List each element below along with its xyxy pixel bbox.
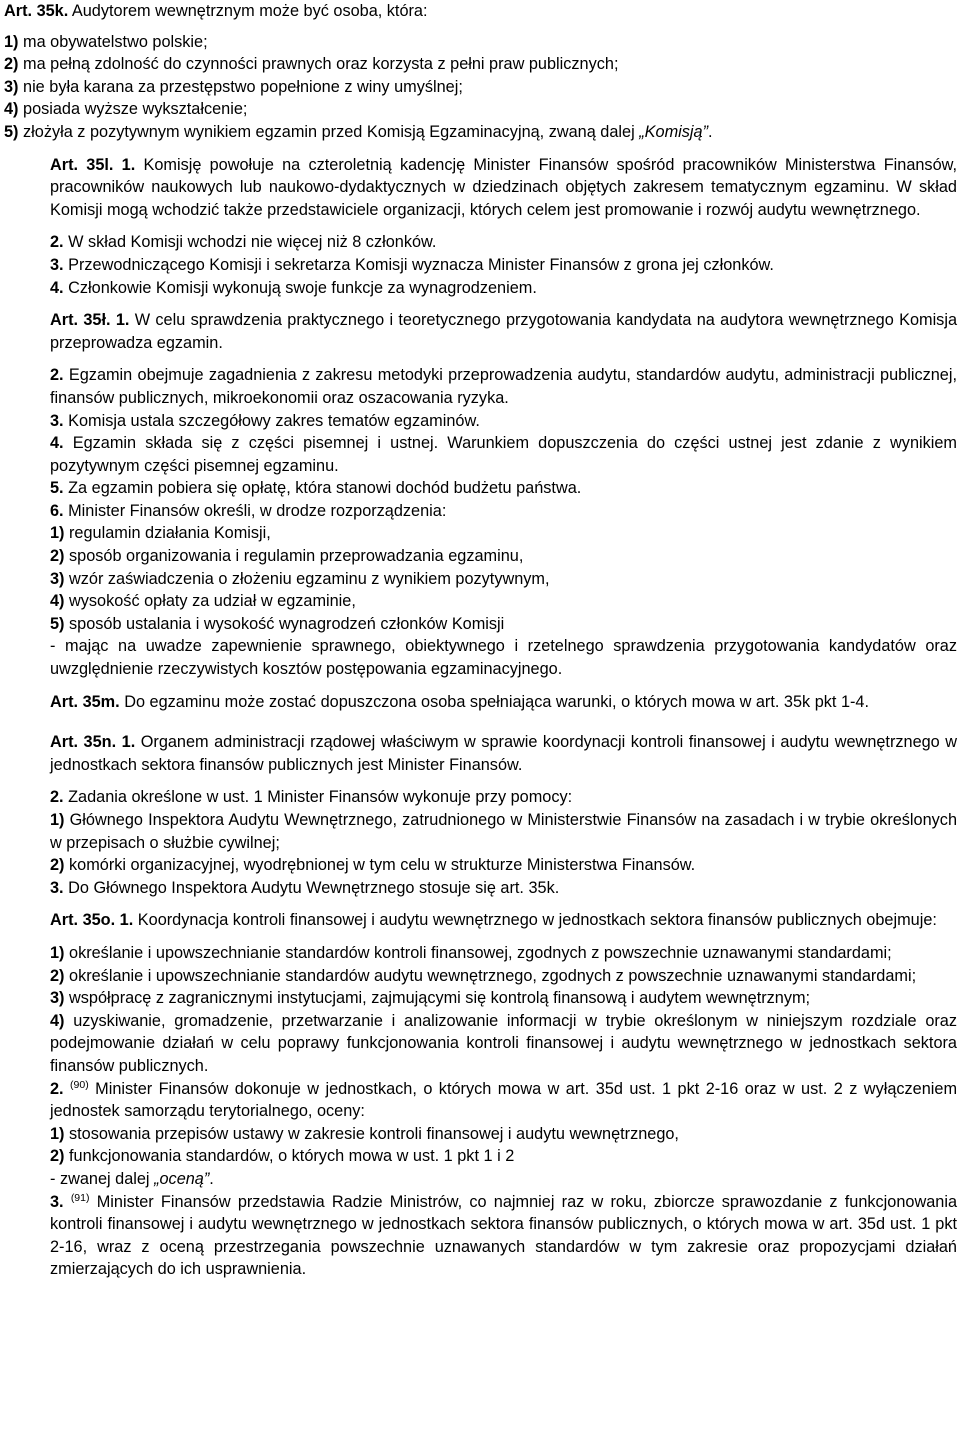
paragraph-number: 6. xyxy=(50,501,64,520)
legal-document xyxy=(4,0,957,1281)
list-item xyxy=(4,31,957,54)
article-text: Koordynacja kontroli finansowej i audytu wewnętrznego w jednostkach sektora finansów publicznych obejmuje: xyxy=(133,911,937,930)
item-text: sposób ustalania i wysokość wynagrodzeń członków Komisji xyxy=(64,614,505,633)
paragraph-number: 3. xyxy=(50,411,64,430)
list-item xyxy=(4,942,957,965)
item-text: uzyskiwanie, gromadzenie, przetwarzanie i analizowanie informacji w trybie określonym w niniejszym rozdziale oraz podejmowanie działań w celu poprawy funkcjonowania kontroli finansowej i audytu wewnętrznego w jednostkach sektora finansów publicznych. xyxy=(50,1011,957,1075)
article-35k-list xyxy=(4,31,957,144)
item-text: sposób organizowania i regulamin przeprowadzania egzaminu, xyxy=(64,547,524,566)
paragraph-text: Za egzamin pobiera się opłatę, która stanowi dochód budżetu państwa. xyxy=(63,479,582,498)
item-number: 4) xyxy=(4,100,19,119)
article-35o-para-1 xyxy=(4,909,957,932)
item-number: 2) xyxy=(50,856,65,875)
list-item xyxy=(4,987,957,1010)
closing-text: - zwanej dalej xyxy=(50,1169,155,1188)
item-text: regulamin działania Komisji, xyxy=(64,524,271,543)
article-35l-para-1 xyxy=(4,154,957,222)
article-text: W celu sprawdzenia praktycznego i teoretycznego przygotowania kandydata na audytora wewnętrznego Komisja przeprowadza egzamin. xyxy=(50,311,957,352)
paragraph xyxy=(4,410,957,433)
paragraph-text: Komisja ustala szczegółowy zakres tematów egzaminów. xyxy=(63,411,480,430)
item-number: 2) xyxy=(50,966,65,985)
list-item xyxy=(4,809,957,854)
list-item xyxy=(4,53,957,76)
list-item xyxy=(4,590,957,613)
item-number: 1) xyxy=(50,1124,65,1143)
paragraph-number: 3. xyxy=(50,255,64,274)
list-item xyxy=(4,854,957,877)
closing-clause: - mając na uwadze zapewnienie sprawnego, obiektywnego i rzetelnego sprawdzenia przygotowania kandydatów oraz uwzględnienie rzeczywistych kosztów postępowania egzaminacyjnego. xyxy=(50,637,957,679)
article-35l2-para-1 xyxy=(4,309,957,354)
defined-term: „Komisją” xyxy=(639,122,708,141)
paragraph xyxy=(4,477,957,500)
item-number: 1) xyxy=(50,524,65,543)
article-35n-para-1 xyxy=(4,731,957,776)
paragraph-number: 4. xyxy=(50,278,64,297)
item-number: 2) xyxy=(4,55,19,74)
item-number: 5) xyxy=(50,614,65,633)
paragraph-text: Warunkiem dopuszczenia do części ustnej jest zdanie z wynikiem pozytywnym części pisemnej egzaminu. xyxy=(50,434,957,475)
item-number: 5) xyxy=(4,122,19,141)
article-text: Komisję powołuje na czteroletnią kadencję Minister Finansów spośród pracowników Ministerstwa Finansów, pracowników naukowych lub naukowo-dydaktycznych w dziedzinach objętych zakresem tematycznym egzaminu. xyxy=(50,155,958,197)
paragraph-number: 5. xyxy=(50,479,64,498)
item-number: 1) xyxy=(50,943,65,962)
article-text: W skład Komisji mogą wchodzić także przedstawiciele organizacji, których celem jest promowanie i rozwój audytu wewnętrznego. xyxy=(50,178,957,219)
item-text: funkcjonowania standardów, o których mowa w ust. 1 pkt 1 i 2 xyxy=(64,1147,515,1166)
list-item xyxy=(4,613,957,636)
list-item xyxy=(4,522,957,545)
paragraph-text: Do Głównego Inspektora Audytu Wewnętrznego stosuje się art. 35k. xyxy=(63,878,560,897)
article-heading: Art. 35m. xyxy=(50,692,120,711)
article-35m xyxy=(4,691,957,714)
article-text: Audytorem wewnętrznym może być osoba, która: xyxy=(68,2,428,20)
paragraph-text: Przewodniczącego Komisji i sekretarza Komisji wyznacza Minister Finansów z grona jej członków. xyxy=(63,255,774,274)
list-item xyxy=(4,1010,957,1078)
paragraph-text: Zadania określone w ust. 1 Minister Finansów wykonuje przy pomocy: xyxy=(63,788,573,807)
paragraph-text: Członkowie Komisji wykonują swoje funkcje za wynagrodzeniem. xyxy=(63,278,537,297)
paragraph-number: 2. xyxy=(50,366,64,385)
paragraph-text: Minister Finansów określi, w drodze rozporządzenia: xyxy=(63,501,447,520)
item-number: 3) xyxy=(4,77,19,96)
defined-term: „oceną” xyxy=(154,1169,210,1188)
footnote-reference: (91) xyxy=(70,1191,90,1204)
paragraph xyxy=(4,277,957,300)
item-text: wysokość opłaty za udział w egzaminie, xyxy=(64,592,356,611)
paragraph xyxy=(4,500,957,523)
item-text: posiada wyższe wykształcenie; xyxy=(18,100,248,119)
item-text: Głównego Inspektora Audytu Wewnętrznego, zatrudnionego w Ministerstwie Finansów na zasadach i w trybie określonych w przepisach o służbie cywilnej; xyxy=(50,811,957,852)
item-number: 2) xyxy=(50,1147,65,1166)
item-text: stosowania przepisów ustawy w zakresie kontroli finansowej i audytu wewnętrznego, xyxy=(64,1124,679,1143)
paragraph xyxy=(4,254,957,277)
paragraph xyxy=(4,877,957,900)
list-item xyxy=(4,121,957,144)
paragraph xyxy=(4,432,957,477)
closing-text: . xyxy=(209,1169,214,1188)
article-text: Organem administracji rządowej właściwym w sprawie koordynacji kontroli finansowej i audytu wewnętrznego w jednostkach sektora finansów publicznych jest Minister Finansów. xyxy=(50,733,957,774)
item-number: 2) xyxy=(50,547,65,566)
item-text: ma pełną zdolność do czynności prawnych oraz korzysta z pełni praw publicznych; xyxy=(18,55,619,74)
item-text: złożyła z pozytywnym wynikiem egzamin przed Komisją Egzaminacyjną, zwaną dalej xyxy=(18,122,640,141)
paragraph-number: 2. xyxy=(50,233,64,252)
paragraph xyxy=(4,1191,957,1281)
article-text: Do egzaminu może zostać dopuszczona osoba spełniająca warunki, o których mowa w art. 35k pkt 1-4. xyxy=(119,692,869,711)
article-heading: Art. 35l. 1. xyxy=(50,155,136,174)
item-number: 4) xyxy=(50,592,65,611)
item-text: wzór zaświadczenia o złożeniu egzaminu z wynikiem pozytywnym, xyxy=(64,569,550,588)
paragraph-text: W skład Komisji wchodzi nie więcej niż 8 członków. xyxy=(63,233,437,252)
closing-clause xyxy=(4,1168,957,1191)
item-number: 3) xyxy=(50,569,65,588)
paragraph-text: Egzamin obejmuje zagadnienia z zakresu metodyki przeprowadzenia audytu, standardów audytu, administracji publicznej, finansów publicznych, mikroekonomii oraz oszacowania ryzyka. xyxy=(50,366,957,407)
paragraph-number: 4. xyxy=(50,434,64,453)
list-item xyxy=(4,76,957,99)
item-text: ma obywatelstwo polskie; xyxy=(18,32,208,51)
item-text: określanie i upowszechnianie standardów audytu wewnętrznego, zgodnych z powszechnie uznawanymi standardami; xyxy=(64,966,917,985)
list-item xyxy=(4,98,957,121)
paragraph-number: 2. xyxy=(50,1079,64,1098)
list-item xyxy=(4,1123,957,1146)
item-text: nie była karana za przestępstwo popełnione z winy umyślnej; xyxy=(18,77,463,96)
article-35k-intro xyxy=(4,0,957,23)
item-text: komórki organizacyjnej, wyodrębnionej w tym celu w strukturze Ministerstwa Finansów. xyxy=(64,856,696,875)
item-number: 4) xyxy=(50,1011,65,1030)
article-heading: Art. 35o. 1. xyxy=(50,911,134,930)
list-item xyxy=(4,568,957,591)
paragraph xyxy=(4,786,957,809)
article-heading: Art. 35n. 1. xyxy=(50,733,136,752)
paragraph xyxy=(4,231,957,254)
list-item xyxy=(4,545,957,568)
item-number: 1) xyxy=(50,811,65,829)
paragraph-number: 2. xyxy=(50,788,64,807)
paragraph-text: Minister Finansów dokonuje w jednostkach, o których mowa w art. 35d ust. 1 pkt 2-16 oraz w ust. 2 z wyłączeniem jednostek samorządu terytorialnego, oceny: xyxy=(50,1079,958,1121)
paragraph-text: Egzamin składa się z części pisemnej i ustnej. xyxy=(63,434,439,453)
list-item xyxy=(4,1145,957,1168)
paragraph-text: Minister Finansów przedstawia Radzie Ministrów, co najmniej raz w roku, zbiorcze sprawozdanie z funkcjonowania kontroli finansowej i audytu wewnętrznego w jednostkach sektora finansów publicznych, o których mowa w art. 35d ust. 1 pkt 2-16, wraz z oceną przestrzegania powszechnie uznawanych standardów w tym zakresie oraz propozycjami działań zmierzających do ich usprawnienia. xyxy=(50,1192,957,1279)
item-text: określanie i upowszechnianie standardów kontroli finansowej, zgodnych z powszechnie uznawanymi standardami; xyxy=(64,943,892,962)
article-heading: Art. 35ł. 1. xyxy=(50,311,130,330)
list-item xyxy=(4,965,957,988)
paragraph xyxy=(4,1078,957,1123)
article-heading: Art. 35k. xyxy=(4,2,69,20)
item-text-tail: . xyxy=(708,122,713,141)
paragraph-number: 3. xyxy=(50,878,64,897)
paragraph-number: 3. xyxy=(50,1192,64,1211)
footnote-reference: (90) xyxy=(70,1078,89,1091)
item-number: 3) xyxy=(50,989,65,1008)
item-text: współpracę z zagranicznymi instytucjami, zajmującymi się kontrolą finansową i audytem wewnętrznym; xyxy=(64,989,811,1008)
paragraph xyxy=(4,364,957,409)
item-number: 1) xyxy=(4,32,19,51)
